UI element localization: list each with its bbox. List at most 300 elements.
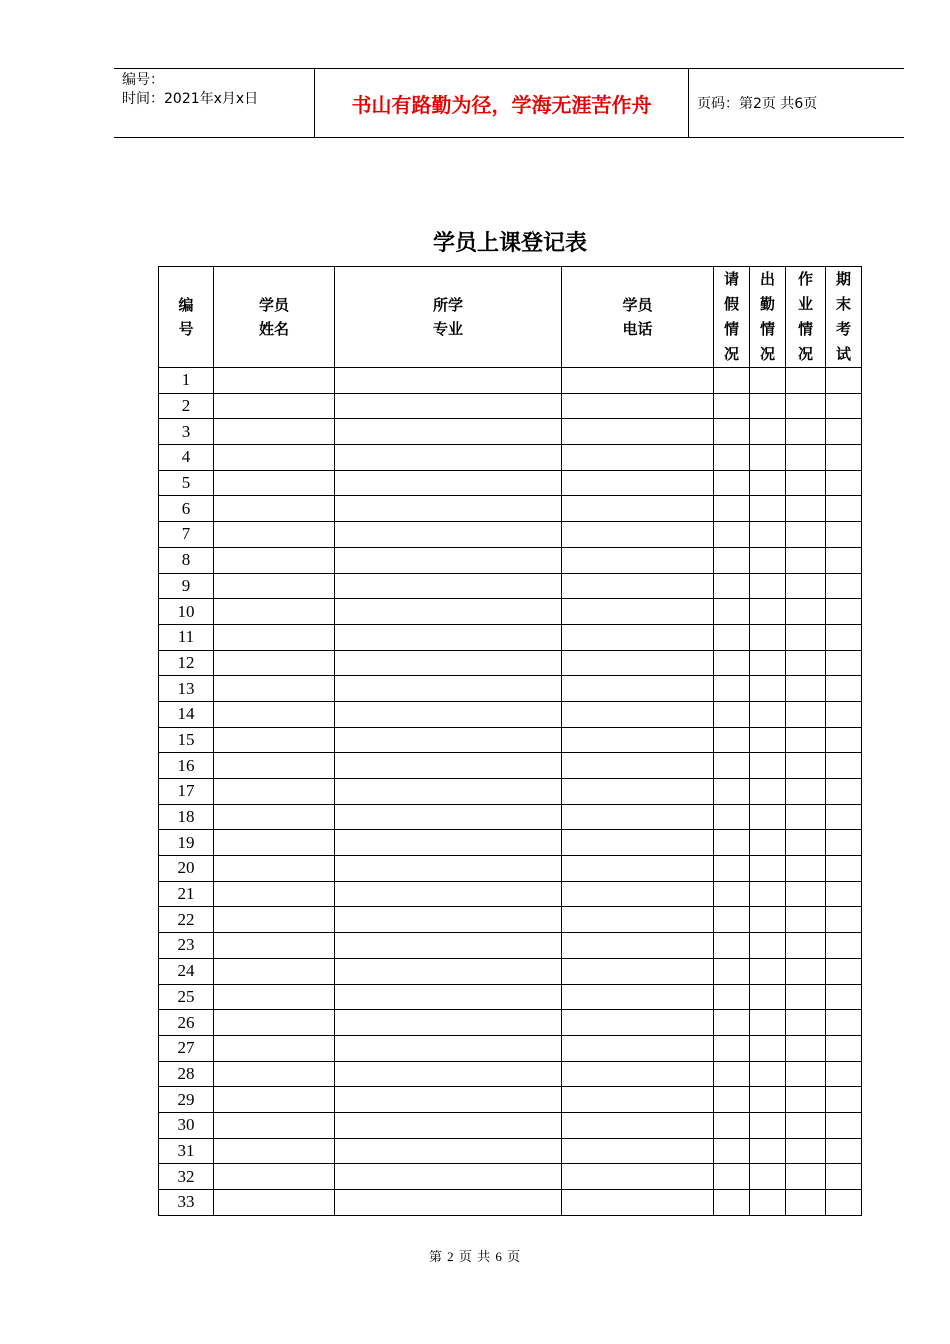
table-cell: [750, 753, 786, 779]
table-cell: [714, 419, 750, 445]
table-row: [159, 650, 862, 676]
table-cell: [786, 753, 826, 779]
table-cell: [335, 856, 562, 882]
table-cell: [714, 650, 750, 676]
table-cell: [335, 830, 562, 856]
table-row: [159, 419, 862, 445]
table-cell: [786, 470, 826, 496]
table-row: [159, 804, 862, 830]
row-number: 16: [159, 753, 214, 779]
table-cell: [750, 984, 786, 1010]
table-row: [159, 830, 862, 856]
table-cell: [750, 881, 786, 907]
table-cell: [214, 907, 335, 933]
table-cell: [714, 1087, 750, 1113]
table-cell: [562, 547, 714, 573]
table-cell: [714, 496, 750, 522]
table-cell: [335, 881, 562, 907]
table-cell: [714, 779, 750, 805]
table-cell: [714, 804, 750, 830]
table-cell: [214, 522, 335, 548]
table-cell: [750, 599, 786, 625]
col-student-name: 学员 姓名: [214, 267, 335, 368]
table-cell: [214, 984, 335, 1010]
page-header: [114, 68, 904, 138]
table-cell: [786, 881, 826, 907]
table-cell: [786, 368, 826, 394]
row-number: 7: [159, 522, 214, 548]
table-cell: [786, 933, 826, 959]
table-cell: [826, 1087, 862, 1113]
table-cell: [562, 368, 714, 394]
table-cell: [335, 368, 562, 394]
row-number: 18: [159, 804, 214, 830]
row-number: 21: [159, 881, 214, 907]
table-cell: [786, 830, 826, 856]
table-cell: [826, 856, 862, 882]
table-row: [159, 984, 862, 1010]
table-cell: [786, 1035, 826, 1061]
table-cell: [562, 445, 714, 471]
table-cell: [214, 881, 335, 907]
table-cell: [335, 1035, 562, 1061]
table-cell: [750, 624, 786, 650]
table-cell: [714, 1164, 750, 1190]
table-cell: [335, 496, 562, 522]
table-cell: [214, 650, 335, 676]
table-cell: [335, 624, 562, 650]
table-cell: [562, 856, 714, 882]
row-number: 10: [159, 599, 214, 625]
table-cell: [750, 650, 786, 676]
table-cell: [750, 419, 786, 445]
table-cell: [826, 1061, 862, 1087]
table-cell: [562, 676, 714, 702]
table-cell: [714, 1112, 750, 1138]
table-cell: [714, 958, 750, 984]
table-cell: [786, 804, 826, 830]
table-cell: [335, 547, 562, 573]
table-cell: [562, 907, 714, 933]
table-cell: [335, 1010, 562, 1036]
table-cell: [750, 522, 786, 548]
table-cell: [335, 779, 562, 805]
table-cell: [214, 573, 335, 599]
registration-table: [158, 266, 862, 1216]
row-number: 9: [159, 573, 214, 599]
table-row: [159, 496, 862, 522]
table-cell: [714, 393, 750, 419]
table-cell: [562, 573, 714, 599]
table-cell: [214, 470, 335, 496]
table-cell: [750, 804, 786, 830]
table-cell: [214, 496, 335, 522]
table-cell: [214, 1035, 335, 1061]
table-cell: [826, 1112, 862, 1138]
col-attendance: 出 勤 情 况: [750, 267, 786, 368]
doc-number-label: 编号：: [122, 72, 164, 88]
table-row: [159, 856, 862, 882]
table-cell: [335, 650, 562, 676]
table-cell: [214, 676, 335, 702]
table-cell: [214, 856, 335, 882]
table-cell: [750, 470, 786, 496]
table-cell: [826, 419, 862, 445]
row-number: 22: [159, 907, 214, 933]
table-cell: [826, 907, 862, 933]
table-cell: [714, 933, 750, 959]
table-cell: [335, 1138, 562, 1164]
table-cell: [214, 701, 335, 727]
table-cell: [826, 496, 862, 522]
table-row: [159, 779, 862, 805]
table-row: [159, 701, 862, 727]
table-cell: [786, 1190, 826, 1216]
table-cell: [335, 470, 562, 496]
row-number: 26: [159, 1010, 214, 1036]
table-cell: [335, 933, 562, 959]
table-cell: [335, 958, 562, 984]
row-number: 12: [159, 650, 214, 676]
table-cell: [826, 779, 862, 805]
table-cell: [714, 727, 750, 753]
table-cell: [750, 393, 786, 419]
table-cell: [714, 1061, 750, 1087]
table-cell: [335, 1112, 562, 1138]
table-cell: [335, 1087, 562, 1113]
table-cell: [714, 1035, 750, 1061]
table-cell: [214, 419, 335, 445]
table-cell: [714, 1010, 750, 1036]
table-cell: [750, 1112, 786, 1138]
table-cell: [335, 393, 562, 419]
table-cell: [562, 804, 714, 830]
table-cell: [750, 1138, 786, 1164]
table-cell: [562, 470, 714, 496]
page-title: 学员上课登记表: [432, 231, 587, 256]
table-cell: [714, 573, 750, 599]
table-cell: [786, 984, 826, 1010]
table-cell: [214, 830, 335, 856]
table-row: [159, 881, 862, 907]
table-cell: [562, 1010, 714, 1036]
row-number: 13: [159, 676, 214, 702]
table-cell: [214, 445, 335, 471]
table-cell: [214, 1190, 335, 1216]
table-cell: [826, 676, 862, 702]
col-phone: 学员 电话: [562, 267, 714, 368]
table-row: [159, 1190, 862, 1216]
table-cell: [786, 573, 826, 599]
table-cell: [562, 881, 714, 907]
table-row: [159, 907, 862, 933]
table-cell: [214, 1087, 335, 1113]
table-cell: [826, 984, 862, 1010]
header-page-info: 页码：第2页 共6页: [697, 96, 818, 112]
table-cell: [335, 804, 562, 830]
table-cell: [335, 701, 562, 727]
col-number: 编 号: [159, 267, 214, 368]
table-cell: [826, 753, 862, 779]
table-cell: [562, 624, 714, 650]
table-cell: [714, 984, 750, 1010]
table-cell: [750, 676, 786, 702]
table-cell: [214, 1061, 335, 1087]
table-cell: [786, 1061, 826, 1087]
table-cell: [786, 624, 826, 650]
col-major: 所学 专业: [335, 267, 562, 368]
row-number: 3: [159, 419, 214, 445]
row-number: 25: [159, 984, 214, 1010]
table-cell: [826, 1190, 862, 1216]
table-cell: [826, 933, 862, 959]
row-number: 24: [159, 958, 214, 984]
table-cell: [826, 393, 862, 419]
table-cell: [335, 907, 562, 933]
table-cell: [826, 727, 862, 753]
table-cell: [562, 701, 714, 727]
table-cell: [786, 779, 826, 805]
row-number: 15: [159, 727, 214, 753]
table-cell: [214, 368, 335, 394]
table-row: [159, 573, 862, 599]
table-cell: [750, 701, 786, 727]
table-cell: [826, 881, 862, 907]
table-cell: [786, 393, 826, 419]
table-cell: [335, 573, 562, 599]
table-cell: [826, 624, 862, 650]
table-cell: [750, 547, 786, 573]
table-cell: [214, 547, 335, 573]
table-cell: [786, 701, 826, 727]
table-row: [159, 958, 862, 984]
table-cell: [562, 1087, 714, 1113]
table-cell: [214, 933, 335, 959]
table-cell: [562, 522, 714, 548]
table-cell: [214, 624, 335, 650]
row-number: 14: [159, 701, 214, 727]
table-cell: [750, 1087, 786, 1113]
table-cell: [786, 650, 826, 676]
table-cell: [786, 856, 826, 882]
table-cell: [826, 445, 862, 471]
row-number: 19: [159, 830, 214, 856]
table-cell: [750, 933, 786, 959]
table-cell: [786, 496, 826, 522]
table-cell: [714, 881, 750, 907]
table-row: [159, 753, 862, 779]
table-row: [159, 368, 862, 394]
table-cell: [826, 958, 862, 984]
table-cell: [750, 1010, 786, 1036]
table-cell: [562, 779, 714, 805]
table-cell: [786, 907, 826, 933]
table-cell: [214, 958, 335, 984]
table-cell: [562, 1190, 714, 1216]
table-row: [159, 599, 862, 625]
table-cell: [714, 856, 750, 882]
table-cell: [714, 753, 750, 779]
table-cell: [335, 599, 562, 625]
table-cell: [714, 445, 750, 471]
table-cell: [562, 753, 714, 779]
table-cell: [826, 1035, 862, 1061]
table-cell: [750, 1061, 786, 1087]
table-cell: [335, 419, 562, 445]
table-row: [159, 933, 862, 959]
table-cell: [714, 522, 750, 548]
table-cell: [826, 701, 862, 727]
table-cell: [786, 445, 826, 471]
table-row: [159, 393, 862, 419]
table-cell: [826, 1138, 862, 1164]
table-cell: [714, 676, 750, 702]
table-row: [159, 445, 862, 471]
table-cell: [826, 650, 862, 676]
table-cell: [826, 522, 862, 548]
table-cell: [335, 676, 562, 702]
table-row: [159, 547, 862, 573]
row-number: 8: [159, 547, 214, 573]
table-cell: [750, 445, 786, 471]
row-number: 28: [159, 1061, 214, 1087]
col-leave: 请 假 情 况: [714, 267, 750, 368]
table-cell: [714, 368, 750, 394]
row-number: 1: [159, 368, 214, 394]
table-row: [159, 1112, 862, 1138]
table-cell: [335, 984, 562, 1010]
table-cell: [750, 496, 786, 522]
table-cell: [562, 1112, 714, 1138]
row-number: 5: [159, 470, 214, 496]
table-cell: [335, 1061, 562, 1087]
header-divider-right: [688, 69, 689, 137]
table-cell: [214, 727, 335, 753]
row-number: 30: [159, 1112, 214, 1138]
table-cell: [335, 1164, 562, 1190]
table-cell: [214, 1138, 335, 1164]
table-cell: [786, 522, 826, 548]
table-row: [159, 522, 862, 548]
table-cell: [714, 547, 750, 573]
table-cell: [335, 522, 562, 548]
table-cell: [214, 753, 335, 779]
table-cell: [750, 1190, 786, 1216]
table-row: [159, 727, 862, 753]
table-body: [159, 368, 862, 1216]
table-cell: [750, 1035, 786, 1061]
table-cell: [786, 419, 826, 445]
table-cell: [562, 1138, 714, 1164]
table-row: [159, 1138, 862, 1164]
table-cell: [714, 1190, 750, 1216]
table-cell: [826, 470, 862, 496]
row-number: 11: [159, 624, 214, 650]
table-cell: [786, 727, 826, 753]
table-cell: [562, 830, 714, 856]
table-cell: [214, 1010, 335, 1036]
row-number: 2: [159, 393, 214, 419]
table-cell: [714, 599, 750, 625]
table-cell: [786, 547, 826, 573]
table-cell: [826, 1010, 862, 1036]
table-cell: [562, 1164, 714, 1190]
table-cell: [562, 933, 714, 959]
table-cell: [562, 650, 714, 676]
table-cell: [750, 727, 786, 753]
table-row: [159, 676, 862, 702]
table-cell: [562, 1035, 714, 1061]
table-cell: [562, 984, 714, 1010]
table-cell: [786, 1138, 826, 1164]
row-number: 4: [159, 445, 214, 471]
date-line: 时间：2021年x月x日: [122, 91, 259, 107]
table-row: [159, 1164, 862, 1190]
table-cell: [750, 856, 786, 882]
table-cell: [750, 368, 786, 394]
header-motto: 书山有路勤为径，学海无涯苦作舟: [351, 92, 652, 117]
row-number: 29: [159, 1087, 214, 1113]
table-cell: [562, 1061, 714, 1087]
table-cell: [214, 599, 335, 625]
table-cell: [562, 958, 714, 984]
table-cell: [562, 727, 714, 753]
table-cell: [750, 958, 786, 984]
table-header-row: [159, 267, 862, 368]
table-cell: [786, 1087, 826, 1113]
table-cell: [826, 599, 862, 625]
table-cell: [562, 419, 714, 445]
row-number: 23: [159, 933, 214, 959]
table-cell: [214, 1112, 335, 1138]
row-number: 31: [159, 1138, 214, 1164]
table-cell: [714, 830, 750, 856]
table-cell: [826, 368, 862, 394]
table-cell: [826, 573, 862, 599]
table-cell: [714, 624, 750, 650]
col-final-exam: 期 末 考 试: [826, 267, 862, 368]
table-cell: [214, 779, 335, 805]
table-cell: [826, 804, 862, 830]
table-row: [159, 1061, 862, 1087]
table-cell: [562, 599, 714, 625]
table-cell: [335, 727, 562, 753]
row-number: 17: [159, 779, 214, 805]
page-footer: 第 2 页 共 6 页: [428, 1249, 522, 1264]
table-cell: [826, 547, 862, 573]
table-cell: [335, 1190, 562, 1216]
row-number: 27: [159, 1035, 214, 1061]
table-cell: [750, 573, 786, 599]
table-cell: [826, 830, 862, 856]
table-cell: [714, 470, 750, 496]
row-number: 6: [159, 496, 214, 522]
table-cell: [214, 1164, 335, 1190]
table-cell: [750, 830, 786, 856]
table-cell: [214, 393, 335, 419]
table-cell: [786, 676, 826, 702]
table-cell: [786, 1010, 826, 1036]
row-number: 33: [159, 1190, 214, 1216]
col-homework: 作 业 情 况: [786, 267, 826, 368]
table-cell: [750, 779, 786, 805]
table-row: [159, 624, 862, 650]
table-row: [159, 1035, 862, 1061]
table-cell: [786, 958, 826, 984]
table-cell: [714, 701, 750, 727]
table-row: [159, 1010, 862, 1036]
table-row: [159, 470, 862, 496]
